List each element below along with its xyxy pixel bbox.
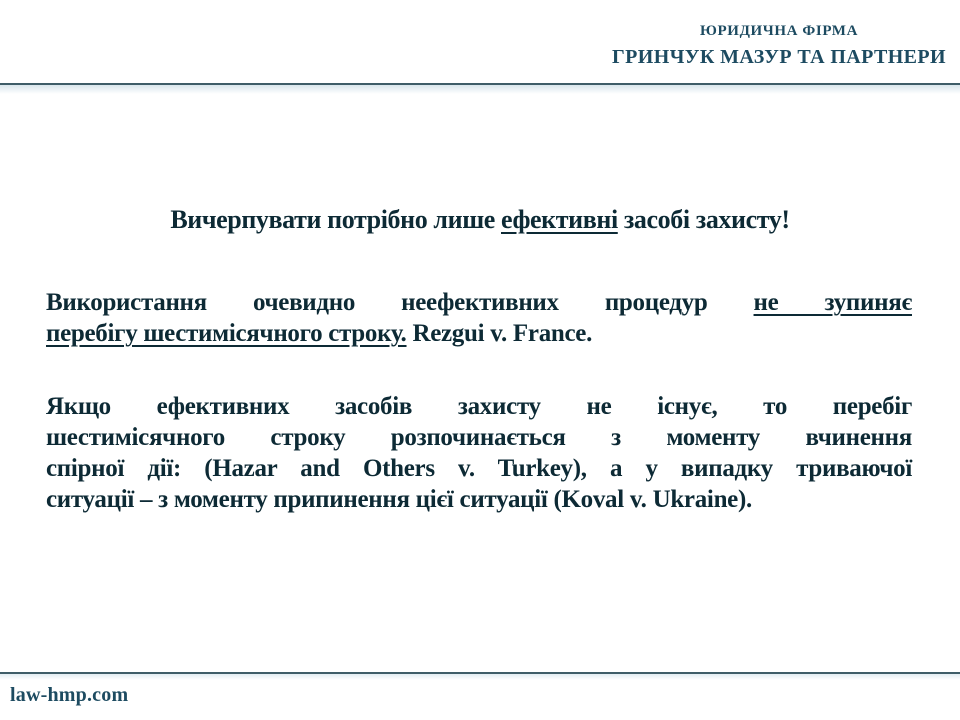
paragraph-hazar-koval-line-1: Якщо ефективних засобів захисту не існує, то перебіг [46,393,912,420]
paragraph-hazar-koval-line-2: шестимісячного строку розпочинається з моменту вчинення [46,424,912,451]
paragraph-rezgui-normal-text: Використання очевидно неефективних процедур [46,289,754,316]
firm-header [612,22,946,69]
slide-title-post: засобі захисту! [617,205,790,234]
paragraph-rezgui-underlined-start: не зупиняє [753,289,912,316]
firm-type-label: ЮРИДИЧНА ФІРМА [700,23,858,39]
slide-title [0,203,960,236]
paragraph-rezgui [46,287,912,349]
paragraph-rezgui-line-1 [46,287,912,318]
paragraph-hazar-koval [46,391,912,515]
firm-name-label: ГРИНЧУК МАЗУР ТА ПАРТНЕРИ [612,46,946,68]
paragraph-rezgui-case-citation: Rezgui v. France. [406,320,593,347]
paragraph-hazar-koval-line-3: спірної дії: (Hazar and Others v. Turkey), а у випадку триваючої [46,455,912,482]
paragraph-rezgui-line-2 [46,318,912,349]
website-label: law-hmp.com [10,684,129,706]
slide-title-pre: Вичерпувати потрібно лише [170,205,501,234]
paragraph-hazar-koval-line-4: ситуації – з моменту припинення цієї ситуації (Koval v. Ukraine). [46,486,752,513]
header-divider-glow [0,85,960,94]
footer-divider-glow [0,674,960,680]
paragraph-rezgui-underlined-end: перебігу шестимісячного строку. [46,320,407,347]
slide-title-underlined: ефективні [501,205,618,234]
